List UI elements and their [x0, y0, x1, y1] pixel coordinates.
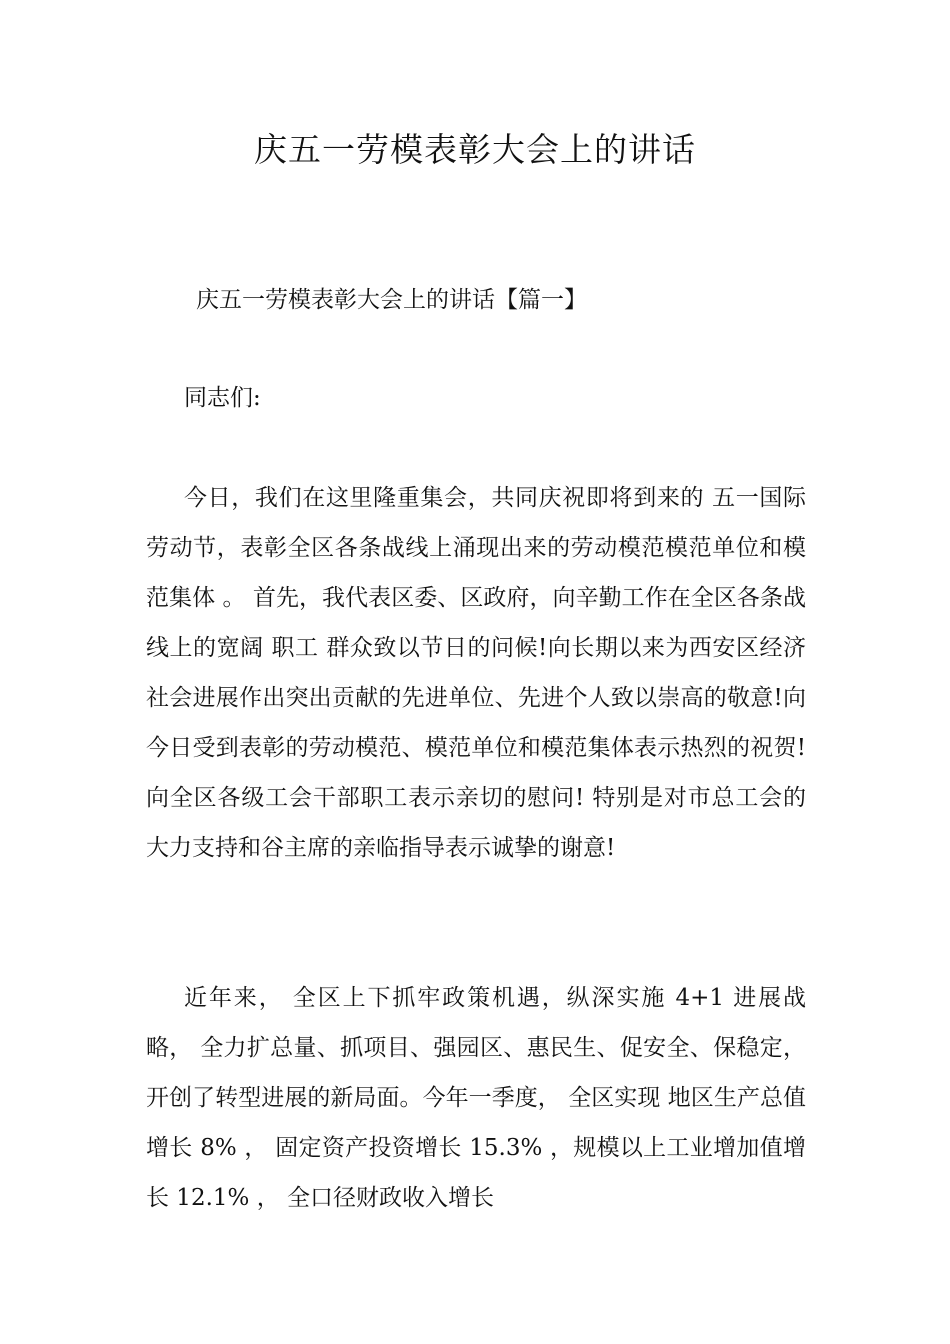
body-paragraph: 近年来， 全区上下抓牢政策机遇，纵深实施 4+1 进展战略， 全力扩总量、抓项目、强园区、惠民生、促安全、保稳定，开创了转型进展的新局面。今年一季度， 全区实现 地区生产总值增长 8% ， 固定资产投资增长 15.3% ，规模以上工业增加值增长 12.1% ， 全口径财政收入增长 [146, 985, 806, 1211]
salutation: 同志们: [184, 385, 261, 411]
body-paragraph: 今日，我们在这里隆重集会，共同庆祝即将到来的 五一国际劳动节，表彰全区各条战线上涌现出来的劳动模范模范单位和模范集体 。 首先，我代表区委、区政府，向辛勤工作在全区各条战线上的宽阔 职工 群众致以节日的问候!向长期以来为西安区经济社会进展作出突出贡献的先进单位、先进个人致以崇高的敬意!向今日受到表彰的劳动模范、模范单位和模范集体表示热烈的祝贺!向全区各级工会干部职工表示亲切的慰问! 特别是对市总工会的大力支持和谷主席的亲临指导表示诚挚的谢意! [146, 485, 806, 861]
document-subtitle: 庆五一劳模表彰大会上的讲话【篇一】 [196, 287, 587, 313]
document-title: 庆五一劳模表彰大会上的讲话 [254, 130, 696, 169]
